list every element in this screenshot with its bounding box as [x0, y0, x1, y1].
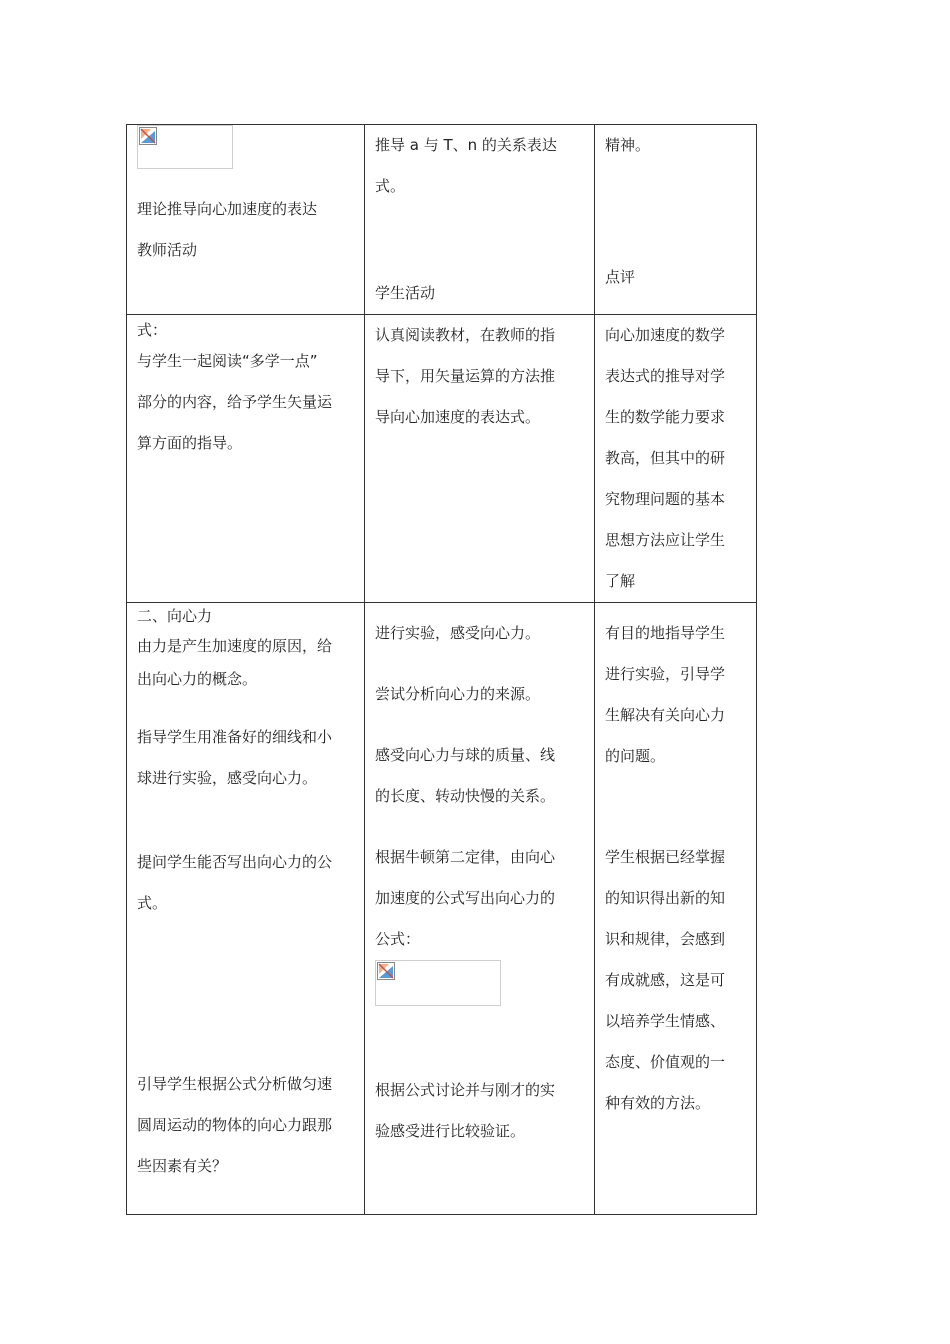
teacher-activity-cell — [127, 603, 365, 1215]
column-header-comment: 点评 — [605, 268, 636, 286]
cell-text: 态度、价值观的一 — [605, 1053, 726, 1071]
table-row — [127, 603, 757, 1215]
student-activity-cell — [365, 125, 595, 315]
cell-text: 学生根据已经掌握 — [605, 848, 726, 866]
broken-image-placeholder — [137, 125, 233, 169]
cell-text: 表达式的推导对学 — [605, 367, 726, 385]
student-activity-cell — [365, 315, 595, 603]
cell-text: 理论推导向心加速度的表达 — [137, 200, 318, 218]
cell-text: 与学生一起阅读“多学一点” — [137, 352, 318, 370]
cell-text: 验感受进行比较验证。 — [375, 1122, 526, 1140]
cell-text: 的知识得出新的知 — [605, 889, 726, 907]
cell-text: 圆周运动的物体的向心力跟那 — [137, 1116, 333, 1134]
broken-image-icon — [377, 962, 395, 980]
teacher-activity-cell — [127, 125, 365, 315]
cell-text: 有目的地指导学生 — [605, 624, 726, 642]
cell-text: 的长度、转动快慢的关系。 — [375, 787, 556, 805]
broken-image-icon — [139, 127, 157, 145]
cell-text: 进行实验，引导学 — [605, 665, 726, 683]
cell-text: 部分的内容，给予学生矢量运 — [137, 393, 333, 411]
cell-text: 生的数学能力要求 — [605, 408, 726, 426]
formula-image-placeholder — [375, 960, 501, 1006]
cell-text: 精神。 — [605, 136, 651, 154]
cell-text: 公式： — [375, 930, 421, 948]
cell-text: 推导 a 与 T、n 的关系表达 — [375, 136, 557, 154]
cell-text: 究物理问题的基本 — [605, 490, 726, 508]
cell-text: 教高，但其中的研 — [605, 449, 726, 467]
comment-cell — [595, 603, 757, 1215]
cell-text: 引导学生根据公式分析做匀速 — [137, 1075, 333, 1093]
cell-text: 根据牛顿第二定律，由向心 — [375, 848, 556, 866]
cell-text: 些因素有关？ — [137, 1157, 228, 1175]
cell-text: 式。 — [137, 894, 168, 912]
cell-text: 种有效的方法。 — [605, 1094, 711, 1112]
cell-text: 根据公式讨论并与刚才的实 — [375, 1081, 556, 1099]
teacher-activity-cell — [127, 315, 365, 603]
cell-text: 尝试分析向心力的来源。 — [375, 685, 541, 703]
cell-text: 认真阅读教材，在教师的指 — [375, 326, 556, 344]
cell-text: 了解 — [605, 572, 636, 590]
cell-text: 算方面的指导。 — [137, 434, 243, 452]
cell-text: 导下，用矢量运算的方法推 — [375, 367, 556, 385]
cell-text: 由力是产生加速度的原因，给 — [137, 637, 333, 655]
cell-text: 出向心力的概念。 — [137, 670, 258, 688]
lesson-plan-table — [126, 124, 757, 1215]
cell-text: 式： — [137, 321, 168, 339]
cell-text: 识和规律，会感到 — [605, 930, 726, 948]
cell-text: 的问题。 — [605, 747, 666, 765]
cell-text: 思想方法应让学生 — [605, 531, 726, 549]
cell-text: 提问学生能否写出向心力的公 — [137, 853, 333, 871]
cell-text: 式。 — [375, 177, 406, 195]
cell-text: 加速度的公式写出向心力的 — [375, 889, 556, 907]
cell-text: 进行实验，感受向心力。 — [375, 624, 541, 642]
cell-text: 向心加速度的数学 — [605, 326, 726, 344]
comment-cell — [595, 125, 757, 315]
cell-text: 导向心加速度的表达式。 — [375, 408, 541, 426]
cell-text: 指导学生用准备好的细线和小 — [137, 728, 333, 746]
cell-text: 有成就感，这是可 — [605, 971, 726, 989]
cell-text: 以培养学生情感、 — [605, 1012, 726, 1030]
table-row — [127, 125, 757, 315]
student-activity-cell — [365, 603, 595, 1215]
section-heading: 二、向心力 — [137, 607, 213, 625]
cell-text: 生解决有关向心力 — [605, 706, 726, 724]
cell-text: 感受向心力与球的质量、线 — [375, 746, 556, 764]
column-header-student-activity: 学生活动 — [375, 284, 436, 302]
cell-text: 球进行实验，感受向心力。 — [137, 769, 318, 787]
cell-text: 教师活动 — [137, 241, 198, 259]
table-row — [127, 315, 757, 603]
comment-cell — [595, 315, 757, 603]
